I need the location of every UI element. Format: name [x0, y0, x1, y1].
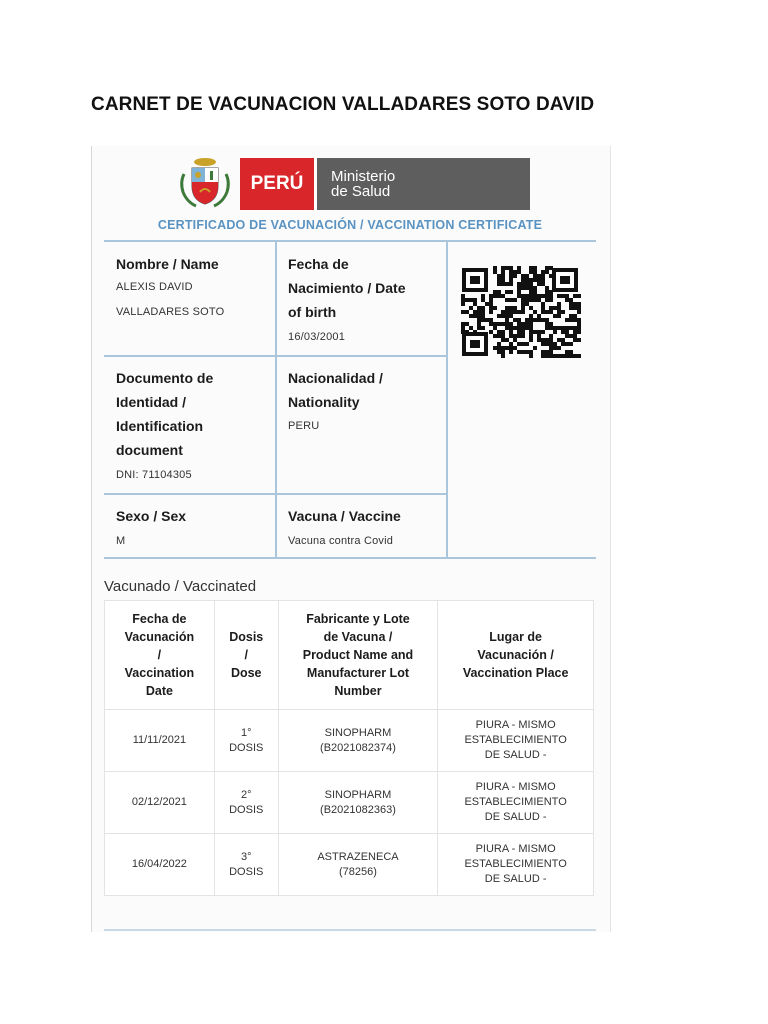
ministry-header [178, 156, 532, 212]
name-label: Nombre / Name [116, 256, 219, 272]
cell-dose [214, 710, 278, 772]
header-line: Manufacturer Lot [306, 666, 409, 680]
header-line: Vacunación [124, 630, 195, 644]
header-line: Number [334, 684, 382, 698]
header-line: / [157, 648, 162, 662]
table-header-row [105, 601, 594, 710]
header-line: Dose [230, 666, 262, 680]
dose-number: 3° [240, 850, 252, 863]
cell-dose [214, 834, 278, 896]
header-line: / [244, 648, 248, 662]
cell-place [438, 772, 594, 834]
place-line: DE SALUD - [484, 811, 547, 823]
product-lot: (B2021082363) [320, 803, 396, 816]
document-label-2: Identidad / [116, 394, 186, 410]
product-lot: (B2021082374) [320, 741, 396, 754]
place-line: PIURA - MISMO [475, 719, 556, 731]
place-line: ESTABLECIMIENTO [464, 796, 567, 808]
ministry-label [314, 158, 530, 210]
table-row [105, 710, 594, 772]
divider [104, 493, 447, 495]
vaccination-table [104, 600, 594, 896]
dose-number: 2° [240, 788, 252, 801]
name-value-line-2: VALLADARES SOTO [116, 306, 225, 318]
header-line: Fecha de [132, 612, 187, 626]
dob-label-1: Fecha de [288, 256, 349, 272]
dose-word: DOSIS [229, 865, 264, 878]
nationality-label-1: Nacionalidad / [288, 370, 383, 386]
header-line: Dosis [229, 630, 264, 644]
product-name: SINOPHARM [324, 726, 392, 739]
sex-value: M [116, 535, 126, 547]
dob-label-3: of birth [288, 304, 337, 320]
header-line: Fabricante y Lote [306, 612, 410, 626]
header-line: Lugar de [489, 630, 543, 644]
certificate-heading: CERTIFICADO DE VACUNACIÓN / VACCINATION CERTIFICATE [157, 218, 543, 232]
dob-value: 16/03/2001 [288, 331, 346, 343]
cell-product [278, 710, 438, 772]
document-title: CARNET DE VACUNACION VALLADARES SOTO DAVID [91, 94, 595, 115]
product-lot: (78256) [339, 865, 377, 878]
vaccinated-section-title: Vacunado / Vaccinated [104, 578, 257, 595]
ministry-line-1: Ministerio [331, 168, 396, 185]
divider [104, 557, 596, 559]
cell-product [278, 834, 438, 896]
table-row [105, 834, 594, 896]
place-line: DE SALUD - [484, 873, 547, 885]
place-line: PIURA - MISMO [475, 843, 556, 855]
document-label-4: document [116, 442, 183, 458]
dose-word: DOSIS [229, 741, 264, 754]
nationality-value: PERU [288, 420, 320, 432]
dose-word: DOSIS [229, 803, 264, 816]
divider [446, 242, 448, 558]
ministry-line-2: de Salud [331, 183, 391, 200]
header-line: Vacunación / [477, 648, 554, 662]
vaccine-value: Vacuna contra Covid [288, 535, 394, 547]
divider [104, 240, 596, 242]
product-name: ASTRAZENECA [317, 850, 399, 863]
cell-place [438, 834, 594, 896]
cell-dose [214, 772, 278, 834]
document-label-1: Documento de [116, 370, 214, 386]
place-line: ESTABLECIMIENTO [464, 858, 567, 870]
cell-product [278, 772, 438, 834]
dose-number: 1° [240, 726, 252, 739]
cell-date: 02/12/2021 [105, 772, 215, 834]
name-value-line-1: ALEXIS DAVID [116, 281, 193, 293]
divider [104, 355, 447, 357]
place-line: DE SALUD - [484, 749, 547, 761]
nationality-label-2: Nationality [288, 394, 360, 410]
place-line: ESTABLECIMIENTO [464, 734, 567, 746]
sex-label: Sexo / Sex [116, 508, 187, 524]
cell-date: 11/11/2021 [105, 710, 215, 772]
header-line: Vaccination Place [462, 666, 569, 680]
header-line: Vaccination [124, 666, 195, 680]
vaccine-label: Vacuna / Vaccine [288, 508, 401, 524]
place-line: PIURA - MISMO [475, 781, 556, 793]
cell-place [438, 710, 594, 772]
column-header-date [105, 601, 215, 710]
document-value: DNI: 71104305 [116, 469, 192, 481]
column-header-product [278, 601, 438, 710]
coat-of-arms-icon [178, 156, 232, 212]
column-header-place [438, 601, 594, 710]
divider [104, 929, 596, 931]
column-header-dose [214, 601, 278, 710]
cell-date: 16/04/2022 [105, 834, 215, 896]
dob-label-2: Nacimiento / Date [288, 280, 406, 296]
header-line: Product Name and [302, 648, 414, 662]
document-label-3: Identification [116, 418, 204, 434]
product-name: SINOPHARM [324, 788, 392, 801]
peru-label: PERÚ [240, 158, 314, 210]
qr-code-icon [460, 266, 582, 358]
divider [275, 242, 277, 558]
header-line: Date [145, 684, 173, 698]
table-row [105, 772, 594, 834]
header-line: de Vacuna / [323, 630, 393, 644]
